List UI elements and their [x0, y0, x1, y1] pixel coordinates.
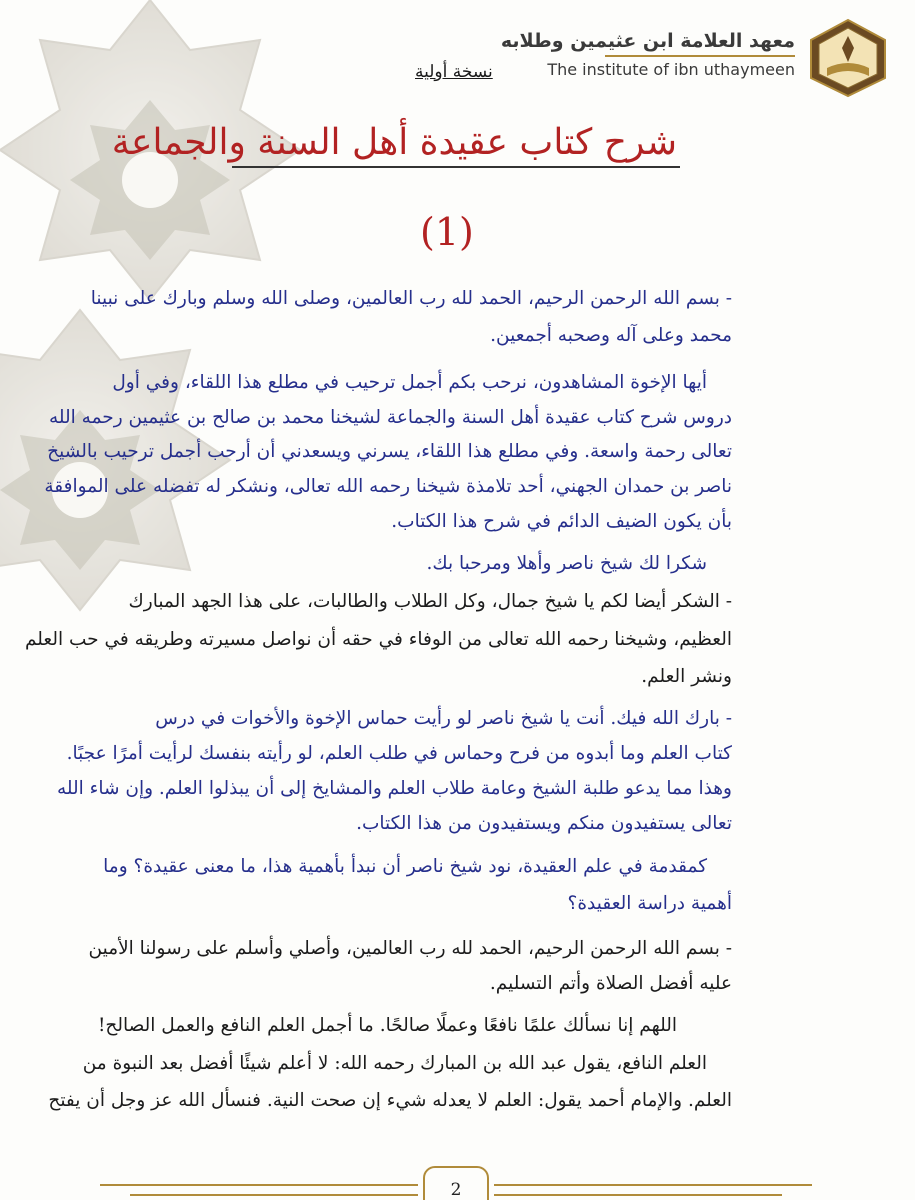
body-line: ناصر بن حمدان الجهني، أحد تلامذة شيخنا رحمه الله تعالى، ونشكر له تفضله على الموافقة [44, 476, 732, 497]
header-divider [605, 55, 795, 57]
body-line: - بارك الله فيك. أنت يا شيخ ناصر لو رأيت حماس الإخوة والأخوات في درس [155, 708, 732, 729]
body-line: أيها الإخوة المشاهدون، نرحب بكم أجمل ترحيب في مطلع هذا اللقاء، وفي أول [112, 372, 707, 393]
body-line: العلم النافع، يقول عبد الله بن المبارك رحمه الله: لا أعلم شيئًا أفضل بعد النبوة من [82, 1053, 707, 1074]
body-line: كمقدمة في علم العقيدة، نود شيخ ناصر أن نبدأ بأهمية هذا، ما معنى عقيدة؟ وما [103, 856, 707, 877]
footer-rule-left-1 [100, 1184, 418, 1186]
body-line: - بسم الله الرحمن الرحيم، الحمد لله رب العالمين، وصلى الله وسلم وبارك على نبينا [90, 288, 732, 309]
page-number: 2 [450, 1180, 462, 1200]
body-line: كتاب العلم وما أبدوه من فرح وحماس في طلب العلم، لو رأيته بنفسك لرأيت أمرًا عجبًا. [66, 743, 732, 764]
document-title: شرح كتاب عقيدة أهل السنة والجماعة [111, 122, 677, 163]
body-line: عليه أفضل الصلاة وأتم التسليم. [489, 973, 732, 994]
body-line: تعالى يستفيدون منكم ويستفيدون من هذا الكتاب. [356, 813, 732, 834]
edition-label: نسخة أولية [415, 62, 493, 82]
title-underline [232, 166, 680, 168]
institute-name-arabic: معهد العلامة ابن عثيمين وطلابه [500, 30, 795, 52]
body-line: العظيم، وشيخنا رحمه الله تعالى من الوفاء في حقه أن نواصل مسيرته وطريقه في حب العلم [24, 629, 732, 650]
institute-name-english: The institute of ibn uthaymeen [547, 60, 795, 79]
body-line: وهذا مما يدعو طلبة الشيخ وعامة طلاب العلم والمشايخ إلى أن يبذلوا العلم. وإن شاء الله [56, 778, 732, 799]
body-line: بأن يكون الضيف الدائم في شرح هذا الكتاب. [391, 511, 732, 532]
body-line: تعالى رحمة واسعة. وفي مطلع هذا اللقاء، يسرني ويسعدني أن أرحب أجمل ترحيب بالشيخ [47, 441, 732, 462]
body-line: ونشر العلم. [641, 666, 732, 687]
footer-rule-left-2 [130, 1194, 418, 1196]
body-line: اللهم إنا نسألك علمًا نافعًا وعملًا صالحًا. ما أجمل العلم النافع والعمل الصالح! [97, 1015, 677, 1036]
body-line: دروس شرح كتاب عقيدة أهل السنة والجماعة لشيخنا محمد بن صالح بن عثيمين رحمه الله [48, 407, 732, 428]
footer-rule-right-1 [494, 1184, 812, 1186]
body-line: أهمية دراسة العقيدة؟ [567, 893, 732, 914]
body-line: - الشكر أيضا لكم يا شيخ جمال، وكل الطلاب والطالبات، على هذا الجهد المبارك [128, 591, 732, 612]
footer-rule-right-2 [494, 1194, 782, 1196]
institute-logo [809, 18, 887, 98]
body-line: شكرا لك شيخ ناصر وأهلا ومرحبا بك. [426, 553, 707, 574]
body-line: العلم. والإمام أحمد يقول: العلم لا يعدله شيء إن صحت النية. فنسأل الله عز وجل أن يفتح [48, 1090, 732, 1111]
body-line: محمد وعلى آله وصحبه أجمعين. [490, 325, 732, 346]
body-line: - بسم الله الرحمن الرحيم، الحمد لله رب العالمين، وأصلي وأسلم على رسولنا الأمين [88, 938, 732, 959]
lesson-number: (1) [420, 210, 474, 254]
